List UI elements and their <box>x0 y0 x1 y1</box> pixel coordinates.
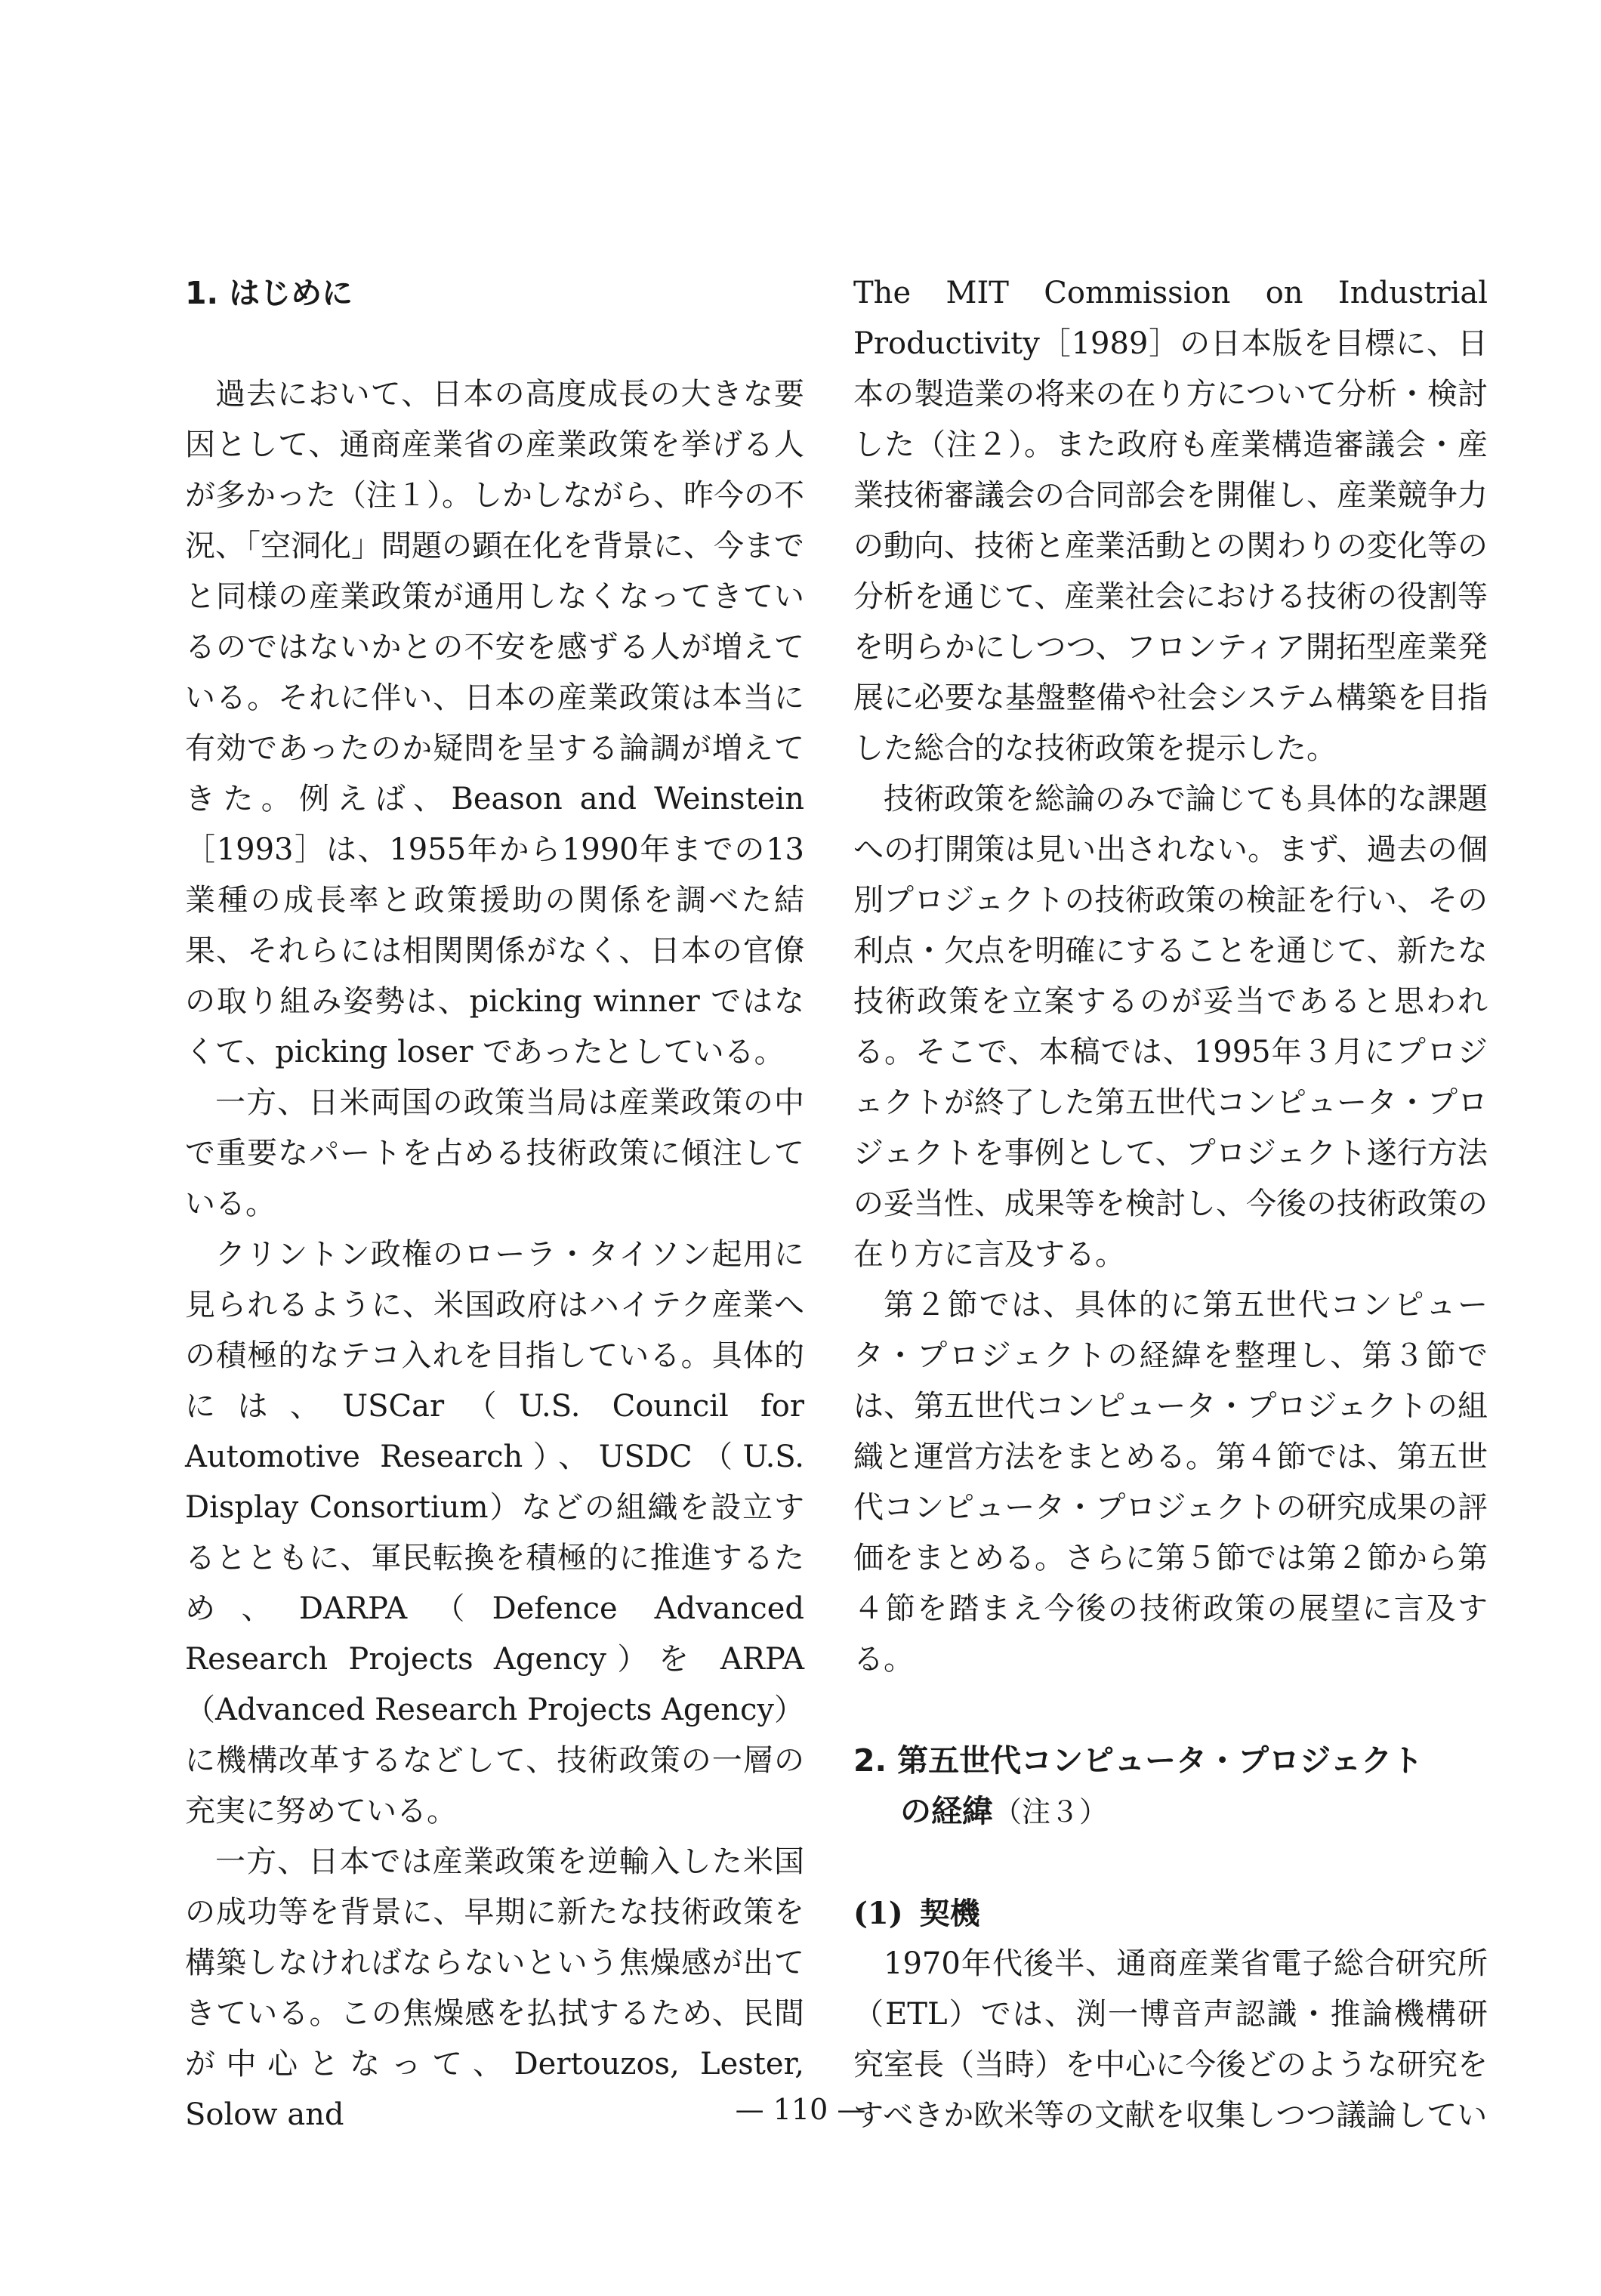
subsection-1-heading <box>853 1888 1488 1939</box>
paragraph: 技術政策を総論のみで論じても具体的な課題への打開策は見い出されない。まず、過去の個別プロジェクトの技術政策の検証を行い、その利点・欠点を明確にすることを通じて、新たな技術政策を立案するのが妥当であると思われる。そこで、本稿では、1995年３月にプロジェクトが終了した第五世代コンピュータ・プロジェクトを事例として、プロジェクト遂行方法の妥当性、成果等を検討し、今後の技術政策の在り方に言及する。 <box>853 782 1488 1272</box>
right-column <box>853 268 1488 2141</box>
paragraph: 1970年代後半、通商産業省電子総合研究所（ETL）では、渕一博音声認識・推論機構研究室長（当時）を中心に今後どのような研究をすべきか欧米等の文献を収集しつつ議論してい <box>853 1946 1488 2133</box>
paragraph-continued: The MIT Commission on Industrial Productivity［1989］の日本版を目標に、日本の製造業の将来の在り方について分析・検討した（注２）。また政府も産業構造審議会・産業技術審議会の合同部会を開催し、産業競争力の動向、技術と産業活動との関わりの変化等の分析を通じて、産業社会における技術の役割等を明らかにしつつ、フロンティア開拓型産業発展に必要な基盤整備や社会システム構築を目指した総合的な技術政策を提示した。 <box>853 276 1488 766</box>
paragraph: クリントン政権のローラ・タイソン起用に見られるように、米国政府はハイテク産業への積極的なテコ入れを目指している。具体的には、USCar（U.S. Council for Automotive Research）、USDC（U.S. Display Consortium）などの組織を設立するとともに、軍民転換を積極的に推進するため、DARPA（Defence Advanced Research Projects Agency）を ARPA（Advanced Research Projects Agency）に機構改革するなどして、技術政策の一層の充実に努めている。 <box>185 1237 804 1828</box>
paragraph: 第２節では、具体的に第五世代コンピュータ・プロジェクトの経緯を整理し、第３節では、第五世代コンピュータ・プロジェクトの組織と運営方法をまとめる。第４節では、第五世代コンピュータ・プロジェクトの研究成果の評価をまとめる。さらに第５節では第２節から第４節を踏まえ今後の技術政策の展望に言及する。 <box>853 1288 1488 1677</box>
section-1-number: 1. <box>185 275 219 311</box>
subsection-1-title: 契機 <box>919 1896 980 1931</box>
section-2-heading <box>853 1736 1488 1838</box>
section-2-note: （注３） <box>993 1795 1109 1828</box>
section-2-title-line-2: の経緯 <box>900 1793 993 1829</box>
paragraph: 一方、日米両国の政策当局は産業政策の中で重要なパートを占める技術政策に傾注している。 <box>185 1085 804 1221</box>
section-1-title: はじめに <box>229 275 353 311</box>
paragraph: 一方、日本では産業政策を逆輸入した米国の成功等を背景に、早期に新たな技術政策を構築しなければならないという焦燥感が出てきている。この焦燥感を払拭するため、民間が中心となって、Dertouzos, Lester, Solow and <box>185 1844 804 2132</box>
page-number: — 110 — <box>735 2093 866 2126</box>
section-2-number: 2. <box>853 1742 887 1779</box>
section-2-title-line-1: 第五世代コンピュータ・プロジェクト <box>897 1742 1424 1779</box>
section-1-heading <box>185 268 804 319</box>
subsection-1-number: (1) <box>853 1896 903 1931</box>
left-column <box>185 268 804 2140</box>
paragraph: 過去において、日本の高度成長の大きな要因として、通商産業省の産業政策を挙げる人が多かった（注１）。しかしながら、昨今の不況、「空洞化」問題の顕在化を背景に、今までと同様の産業政策が通用しなくなってきているのではないかとの不安を感ずる人が増えている。それに伴い、日本の産業政策は本当に有効であったのか疑問を呈する論調が増えてきた。例えば、Beason and Weinstein［1993］は、1955年から1990年までの13業種の成長率と政策援助の関係を調べた結果、それらには相関関係がなく、日本の官僚の取り組み姿勢は、picking winner ではなくて、picking loser であったとしている。 <box>185 377 804 1069</box>
